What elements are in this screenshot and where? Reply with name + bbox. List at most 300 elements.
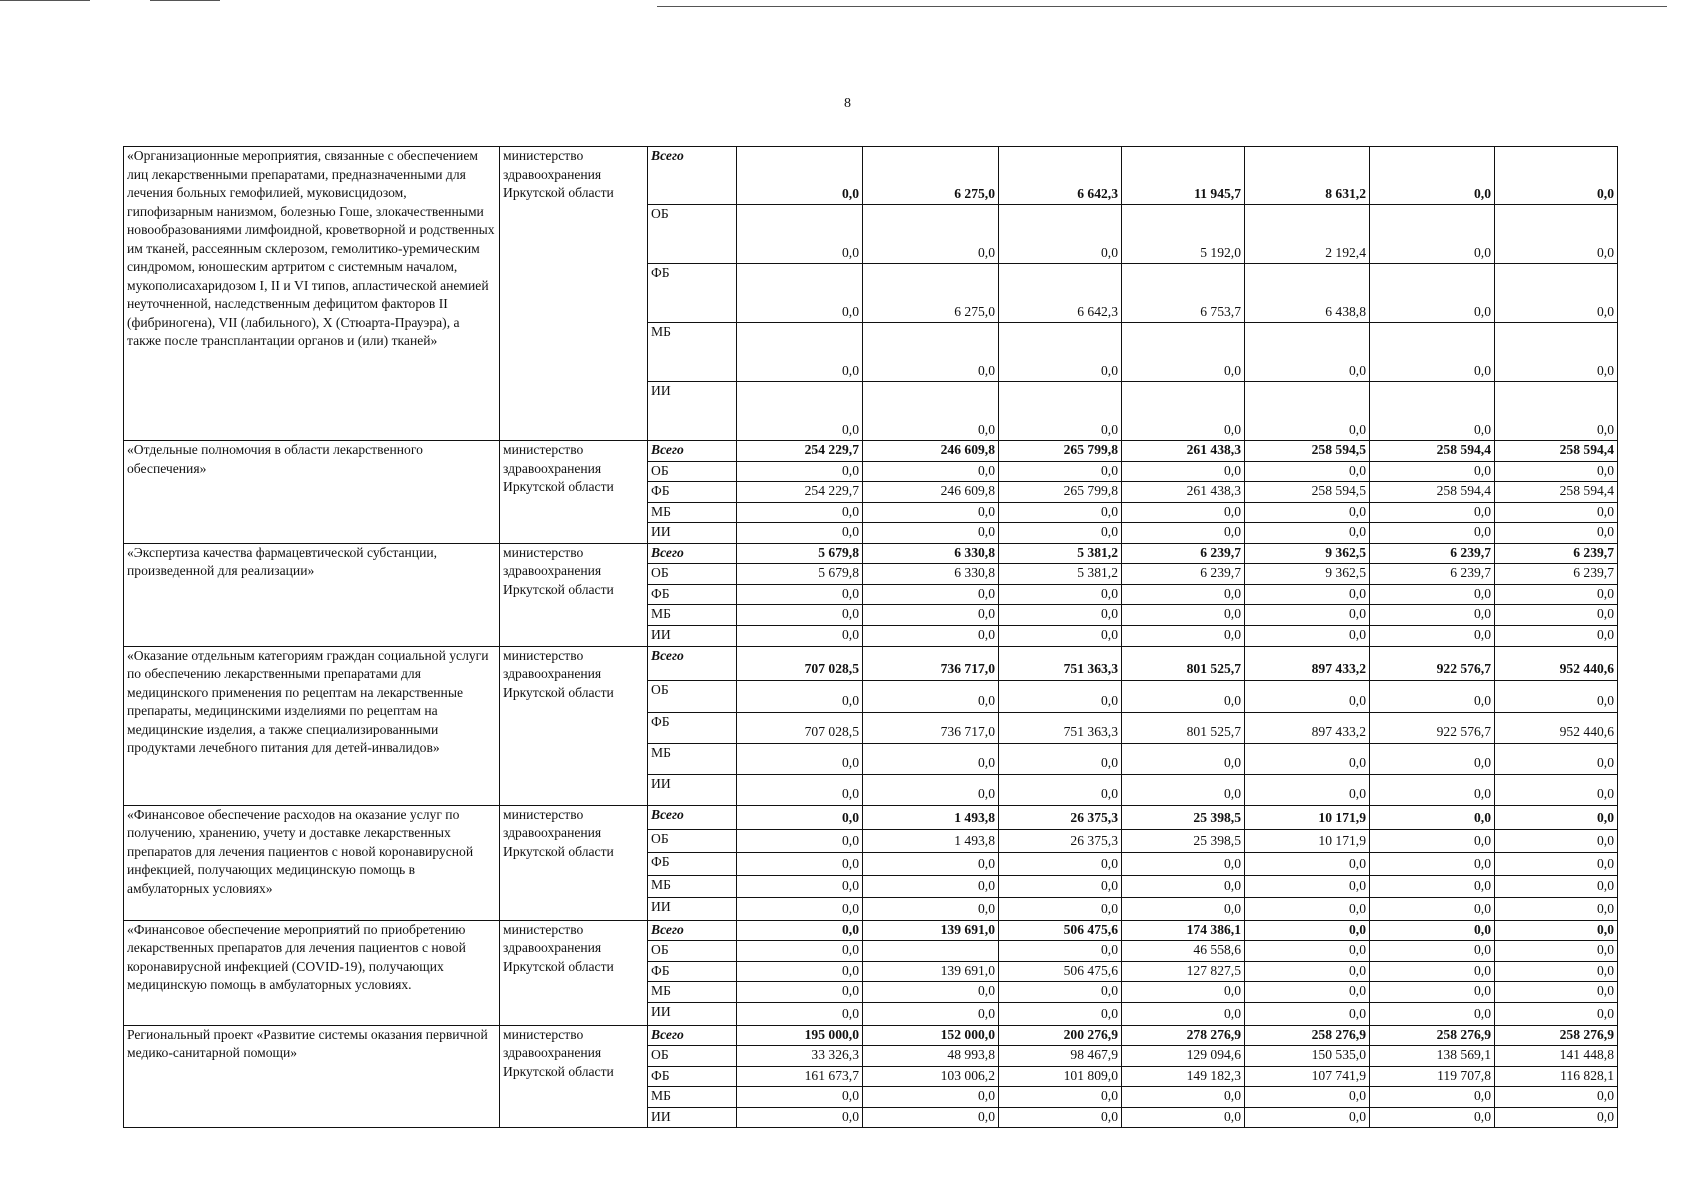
funding-source-cell: ФБ bbox=[648, 482, 737, 503]
year-value-cell: 258 594,4 bbox=[1495, 482, 1618, 503]
year-value-cell: 0,0 bbox=[863, 605, 999, 626]
year-value-cell: 0,0 bbox=[1495, 625, 1618, 646]
funding-source-cell: ФБ bbox=[648, 961, 737, 982]
year-value-cell: 0,0 bbox=[863, 205, 999, 264]
funding-source-cell: ФБ bbox=[648, 852, 737, 875]
year-value-cell: 254 229,7 bbox=[737, 441, 863, 462]
year-value-cell: 0,0 bbox=[1370, 829, 1495, 852]
year-value-cell: 736 717,0 bbox=[863, 712, 999, 743]
scan-artifact-line bbox=[0, 0, 90, 1]
year-value-cell: 6 239,7 bbox=[1122, 543, 1245, 564]
year-value-cell: 246 609,8 bbox=[863, 482, 999, 503]
year-value-cell: 152 000,0 bbox=[863, 1025, 999, 1046]
year-value-cell: 0,0 bbox=[999, 584, 1122, 605]
year-value-cell: 0,0 bbox=[737, 1002, 863, 1025]
measure-name-cell: Региональный проект «Развитие системы оказания первичной медико-санитарной помощи» bbox=[124, 1025, 500, 1128]
year-value-cell: 10 171,9 bbox=[1245, 805, 1370, 829]
year-value-cell: 0,0 bbox=[1495, 323, 1618, 382]
year-value-cell: 26 375,3 bbox=[999, 829, 1122, 852]
funding-source-cell: ОБ bbox=[648, 205, 737, 264]
year-value-cell: 0,0 bbox=[999, 897, 1122, 920]
year-value-cell: 897 433,2 bbox=[1245, 712, 1370, 743]
year-value-cell: 258 276,9 bbox=[1495, 1025, 1618, 1046]
year-value-cell: 6 239,7 bbox=[1370, 543, 1495, 564]
year-value-cell: 0,0 bbox=[1495, 680, 1618, 712]
year-value-cell: 25 398,5 bbox=[1122, 805, 1245, 829]
measure-name-cell: «Отдельные полномочия в области лекарственного обеспечения» bbox=[124, 441, 500, 544]
year-value-cell: 0,0 bbox=[1495, 1107, 1618, 1128]
year-value-cell: 0,0 bbox=[999, 605, 1122, 626]
year-value-cell: 0,0 bbox=[863, 1107, 999, 1128]
year-value-cell: 0,0 bbox=[999, 1107, 1122, 1128]
scan-artifact-line bbox=[657, 6, 1667, 7]
year-value-cell: 0,0 bbox=[737, 605, 863, 626]
funding-source-cell: ОБ bbox=[648, 829, 737, 852]
funding-source-cell: ОБ bbox=[648, 461, 737, 482]
year-value-cell: 6 438,8 bbox=[1245, 264, 1370, 323]
measure-name-cell: «Экспертиза качества фармацевтической субстанции, произведенной для реализации» bbox=[124, 543, 500, 646]
funding-source-cell: ОБ bbox=[648, 564, 737, 585]
year-value-cell: 0,0 bbox=[737, 461, 863, 482]
year-value-cell: 195 000,0 bbox=[737, 1025, 863, 1046]
year-value-cell: 0,0 bbox=[863, 774, 999, 805]
year-value-cell: 10 171,9 bbox=[1245, 829, 1370, 852]
year-value-cell: 11 945,7 bbox=[1122, 147, 1245, 205]
measure-name-cell: «Организационные мероприятия, связанные с обеспечением лиц лекарственными препаратами, предназначенными для лечения больных гемофилией, муковисцидозом, гипофизарным нанизмом, болезнью Гоше, злокачественными новообразованиями лимфоидной, кроветворной и родственных им тканей, рассеянным склерозом, гемолитико-уремическим синдромом, юношеским артритом с системным началом, мукополисахаридозом I, II и VI типов, апластической анемией неуточненной, наследственным дефицитом факторов II (фибриногена), VII (лабильного), X (Стюарта-Прауэра), а также после трансплантации органов и (или) тканей» bbox=[124, 147, 500, 441]
year-value-cell: 952 440,6 bbox=[1495, 712, 1618, 743]
year-value-cell: 46 558,6 bbox=[1122, 941, 1245, 962]
measure-name-cell: «Финансовое обеспечение расходов на оказание услуг по получению, хранению, учету и доставке лекарственных препаратов для лечения пациентов с новой коронавирусной инфекцией, получающих медицинскую помощь в амбулаторных условиях» bbox=[124, 805, 500, 920]
year-value-cell: 0,0 bbox=[1122, 461, 1245, 482]
year-value-cell: 161 673,7 bbox=[737, 1066, 863, 1087]
year-value-cell: 149 182,3 bbox=[1122, 1066, 1245, 1087]
year-value-cell: 0,0 bbox=[1370, 147, 1495, 205]
year-value-cell: 0,0 bbox=[1122, 625, 1245, 646]
year-value-cell: 0,0 bbox=[1245, 743, 1370, 774]
executor-cell: министерство здравоохранения Иркутской области bbox=[500, 646, 648, 805]
year-value-cell: 0,0 bbox=[1122, 584, 1245, 605]
year-value-cell: 0,0 bbox=[1245, 941, 1370, 962]
year-value-cell: 0,0 bbox=[737, 1107, 863, 1128]
year-value-cell: 0,0 bbox=[1370, 323, 1495, 382]
year-value-cell: 0,0 bbox=[999, 205, 1122, 264]
year-value-cell: 0,0 bbox=[1122, 774, 1245, 805]
year-value-cell: 6 753,7 bbox=[1122, 264, 1245, 323]
year-value-cell: 952 440,6 bbox=[1495, 646, 1618, 680]
year-value-cell: 0,0 bbox=[1495, 875, 1618, 897]
year-value-cell: 0,0 bbox=[863, 982, 999, 1003]
year-value-cell: 0,0 bbox=[1370, 382, 1495, 441]
funding-source-cell: МБ bbox=[648, 1087, 737, 1108]
year-value-cell: 0,0 bbox=[1495, 1002, 1618, 1025]
year-value-cell: 0,0 bbox=[1122, 605, 1245, 626]
year-value-cell: 0,0 bbox=[999, 875, 1122, 897]
measure-name-cell: «Оказание отдельным категориям граждан социальной услуги по обеспечению лекарственными препаратами для медицинского применения по рецептам на лекарственные препараты, медицинскими изделиями по рецептам на медицинские изделия, а также специализированными продуктами лечебного питания для детей-инвалидов» bbox=[124, 646, 500, 805]
year-value-cell: 0,0 bbox=[863, 625, 999, 646]
funding-source-cell: ИИ bbox=[648, 523, 737, 544]
funding-source-cell: МБ bbox=[648, 605, 737, 626]
year-value-cell: 0,0 bbox=[999, 323, 1122, 382]
year-value-cell: 2 192,4 bbox=[1245, 205, 1370, 264]
funding-source-cell: ОБ bbox=[648, 941, 737, 962]
year-value-cell: 0,0 bbox=[737, 941, 863, 962]
year-value-cell: 922 576,7 bbox=[1370, 712, 1495, 743]
year-value-cell: 0,0 bbox=[1122, 502, 1245, 523]
year-value-cell: 119 707,8 bbox=[1370, 1066, 1495, 1087]
year-value-cell: 0,0 bbox=[1370, 205, 1495, 264]
year-value-cell: 0,0 bbox=[737, 920, 863, 941]
year-value-cell: 0,0 bbox=[1122, 323, 1245, 382]
table-row bbox=[124, 920, 1618, 941]
year-value-cell: 6 239,7 bbox=[1495, 564, 1618, 585]
year-value-cell: 139 691,0 bbox=[863, 920, 999, 941]
year-value-cell: 0,0 bbox=[1122, 1107, 1245, 1128]
year-value-cell: 0,0 bbox=[1370, 875, 1495, 897]
year-value-cell: 0,0 bbox=[1495, 523, 1618, 544]
year-value-cell: 0,0 bbox=[1245, 920, 1370, 941]
year-value-cell: 0,0 bbox=[1495, 897, 1618, 920]
year-value-cell: 258 594,4 bbox=[1495, 441, 1618, 462]
year-value-cell: 0,0 bbox=[863, 523, 999, 544]
funding-source-cell: ИИ bbox=[648, 382, 737, 441]
year-value-cell: 0,0 bbox=[863, 382, 999, 441]
year-value-cell: 258 276,9 bbox=[1245, 1025, 1370, 1046]
year-value-cell: 0,0 bbox=[863, 1002, 999, 1025]
year-value-cell: 9 362,5 bbox=[1245, 564, 1370, 585]
funding-source-cell: ИИ bbox=[648, 774, 737, 805]
year-value-cell: 0,0 bbox=[1122, 743, 1245, 774]
year-value-cell: 0,0 bbox=[1122, 852, 1245, 875]
year-value-cell: 0,0 bbox=[1495, 829, 1618, 852]
year-value-cell: 0,0 bbox=[1495, 264, 1618, 323]
funding-source-cell: МБ bbox=[648, 502, 737, 523]
year-value-cell: 8 631,2 bbox=[1245, 147, 1370, 205]
year-value-cell: 0,0 bbox=[999, 523, 1122, 544]
year-value-cell: 0,0 bbox=[737, 625, 863, 646]
year-value-cell: 0,0 bbox=[1495, 805, 1618, 829]
year-value-cell: 0,0 bbox=[1370, 852, 1495, 875]
funding-source-cell: ОБ bbox=[648, 1046, 737, 1067]
year-value-cell: 258 594,5 bbox=[1245, 482, 1370, 503]
year-value-cell: 0,0 bbox=[863, 680, 999, 712]
year-value-cell: 0,0 bbox=[1370, 920, 1495, 941]
year-value-cell: 0,0 bbox=[1245, 774, 1370, 805]
year-value-cell: 0,0 bbox=[1122, 1087, 1245, 1108]
year-value-cell: 0,0 bbox=[1495, 920, 1618, 941]
year-value-cell: 707 028,5 bbox=[737, 646, 863, 680]
year-value-cell: 0,0 bbox=[1370, 461, 1495, 482]
year-value-cell: 0,0 bbox=[1495, 502, 1618, 523]
funding-source-cell: МБ bbox=[648, 323, 737, 382]
year-value-cell: 0,0 bbox=[1122, 523, 1245, 544]
executor-cell: министерство здравоохранения Иркутской области bbox=[500, 543, 648, 646]
year-value-cell: 0,0 bbox=[1370, 264, 1495, 323]
year-value-cell: 5 192,0 bbox=[1122, 205, 1245, 264]
year-value-cell: 0,0 bbox=[737, 382, 863, 441]
year-value-cell: 0,0 bbox=[737, 829, 863, 852]
year-value-cell: 6 275,0 bbox=[863, 147, 999, 205]
year-value-cell: 48 993,8 bbox=[863, 1046, 999, 1067]
funding-source-cell: ФБ bbox=[648, 264, 737, 323]
year-value-cell: 922 576,7 bbox=[1370, 646, 1495, 680]
year-value-cell: 101 809,0 bbox=[999, 1066, 1122, 1087]
year-value-cell: 0,0 bbox=[999, 625, 1122, 646]
year-value-cell: 25 398,5 bbox=[1122, 829, 1245, 852]
year-value-cell: 506 475,6 bbox=[999, 961, 1122, 982]
year-value-cell: 506 475,6 bbox=[999, 920, 1122, 941]
executor-cell: министерство здравоохранения Иркутской области bbox=[500, 805, 648, 920]
year-value-cell: 265 799,8 bbox=[999, 482, 1122, 503]
year-value-cell: 0,0 bbox=[1495, 382, 1618, 441]
year-value-cell: 897 433,2 bbox=[1245, 646, 1370, 680]
year-value-cell: 0,0 bbox=[1245, 461, 1370, 482]
funding-source-cell: ИИ bbox=[648, 1107, 737, 1128]
year-value-cell: 6 642,3 bbox=[999, 264, 1122, 323]
year-value-cell: 5 679,8 bbox=[737, 564, 863, 585]
year-value-cell: 0,0 bbox=[1495, 584, 1618, 605]
year-value-cell: 0,0 bbox=[737, 897, 863, 920]
year-value-cell: 0,0 bbox=[1245, 502, 1370, 523]
year-value-cell: 0,0 bbox=[1370, 961, 1495, 982]
funding-source-cell: ИИ bbox=[648, 897, 737, 920]
year-value-cell: 6 330,8 bbox=[863, 564, 999, 585]
year-value-cell: 0,0 bbox=[737, 264, 863, 323]
year-value-cell: 0,0 bbox=[1245, 852, 1370, 875]
year-value-cell: 0,0 bbox=[1370, 982, 1495, 1003]
year-value-cell: 0,0 bbox=[1245, 523, 1370, 544]
funding-source-cell: ФБ bbox=[648, 1066, 737, 1087]
scan-artifact-line bbox=[150, 0, 220, 1]
funding-source-cell: Всего bbox=[648, 543, 737, 564]
year-value-cell: 0,0 bbox=[1370, 502, 1495, 523]
year-value-cell: 0,0 bbox=[1370, 1107, 1495, 1128]
year-value-cell: 0,0 bbox=[737, 502, 863, 523]
table-row bbox=[124, 646, 1618, 680]
table-row bbox=[124, 543, 1618, 564]
table-row bbox=[124, 147, 1618, 205]
year-value-cell: 0,0 bbox=[1495, 461, 1618, 482]
year-value-cell: 0,0 bbox=[1495, 961, 1618, 982]
year-value-cell: 0,0 bbox=[863, 743, 999, 774]
year-value-cell: 0,0 bbox=[1370, 605, 1495, 626]
funding-source-cell: Всего bbox=[648, 441, 737, 462]
year-value-cell: 0,0 bbox=[863, 502, 999, 523]
year-value-cell: 0,0 bbox=[999, 774, 1122, 805]
year-value-cell: 751 363,3 bbox=[999, 646, 1122, 680]
year-value-cell: 0,0 bbox=[737, 743, 863, 774]
year-value-cell: 0,0 bbox=[863, 875, 999, 897]
year-value-cell: 0,0 bbox=[1370, 774, 1495, 805]
year-value-cell: 0,0 bbox=[1245, 1107, 1370, 1128]
executor-cell: министерство здравоохранения Иркутской области bbox=[500, 1025, 648, 1128]
year-value-cell: 0,0 bbox=[737, 1087, 863, 1108]
year-value-cell: 0,0 bbox=[1122, 680, 1245, 712]
year-value-cell: 0,0 bbox=[999, 680, 1122, 712]
year-value-cell: 801 525,7 bbox=[1122, 712, 1245, 743]
year-value-cell: 5 679,8 bbox=[737, 543, 863, 564]
year-value-cell: 0,0 bbox=[863, 461, 999, 482]
year-value-cell: 0,0 bbox=[737, 523, 863, 544]
funding-source-cell: МБ bbox=[648, 743, 737, 774]
year-value-cell: 0,0 bbox=[737, 147, 863, 205]
table-row bbox=[124, 1025, 1618, 1046]
year-value-cell: 0,0 bbox=[999, 1002, 1122, 1025]
year-value-cell: 0,0 bbox=[1370, 584, 1495, 605]
year-value-cell: 9 362,5 bbox=[1245, 543, 1370, 564]
year-value-cell: 0,0 bbox=[737, 852, 863, 875]
year-value-cell: 0,0 bbox=[737, 805, 863, 829]
year-value-cell: 0,0 bbox=[1245, 961, 1370, 982]
year-value-cell: 0,0 bbox=[737, 584, 863, 605]
year-value-cell: 258 594,4 bbox=[1370, 482, 1495, 503]
year-value-cell: 258 594,5 bbox=[1245, 441, 1370, 462]
year-value-cell: 736 717,0 bbox=[863, 646, 999, 680]
year-value-cell: 0,0 bbox=[1370, 680, 1495, 712]
year-value-cell: 0,0 bbox=[863, 584, 999, 605]
year-value-cell: 751 363,3 bbox=[999, 712, 1122, 743]
year-value-cell: 0,0 bbox=[1495, 743, 1618, 774]
year-value-cell: 0,0 bbox=[1495, 982, 1618, 1003]
year-value-cell: 127 827,5 bbox=[1122, 961, 1245, 982]
year-value-cell: 0,0 bbox=[737, 961, 863, 982]
funding-source-cell: ОБ bbox=[648, 680, 737, 712]
year-value-cell: 98 467,9 bbox=[999, 1046, 1122, 1067]
year-value-cell: 278 276,9 bbox=[1122, 1025, 1245, 1046]
year-value-cell: 0,0 bbox=[1370, 805, 1495, 829]
year-value-cell: 200 276,9 bbox=[999, 1025, 1122, 1046]
year-value-cell: 0,0 bbox=[1370, 941, 1495, 962]
year-value-cell: 0,0 bbox=[1245, 382, 1370, 441]
year-value-cell: 0,0 bbox=[1495, 1087, 1618, 1108]
funding-source-cell: ИИ bbox=[648, 625, 737, 646]
year-value-cell: 116 828,1 bbox=[1495, 1066, 1618, 1087]
year-value-cell: 0,0 bbox=[1495, 605, 1618, 626]
year-value-cell: 0,0 bbox=[1495, 147, 1618, 205]
funding-source-cell: МБ bbox=[648, 982, 737, 1003]
funding-source-cell: Всего bbox=[648, 646, 737, 680]
year-value-cell: 141 448,8 bbox=[1495, 1046, 1618, 1067]
year-value-cell: 0,0 bbox=[737, 982, 863, 1003]
year-value-cell: 0,0 bbox=[1495, 205, 1618, 264]
year-value-cell: 0,0 bbox=[999, 852, 1122, 875]
year-value-cell: 0,0 bbox=[999, 982, 1122, 1003]
year-value-cell: 6 642,3 bbox=[999, 147, 1122, 205]
year-value-cell: 0,0 bbox=[999, 941, 1122, 962]
year-value-cell: 0,0 bbox=[1245, 625, 1370, 646]
year-value-cell: 0,0 bbox=[863, 897, 999, 920]
year-value-cell: 0,0 bbox=[1245, 680, 1370, 712]
year-value-cell: 0,0 bbox=[1245, 1087, 1370, 1108]
year-value-cell: 0,0 bbox=[863, 852, 999, 875]
year-value-cell: 0,0 bbox=[1495, 774, 1618, 805]
year-value-cell: 0,0 bbox=[1370, 897, 1495, 920]
executor-cell: министерство здравоохранения Иркутской области bbox=[500, 441, 648, 544]
year-value-cell: 261 438,3 bbox=[1122, 441, 1245, 462]
measure-name-cell: «Финансовое обеспечение мероприятий по приобретению лекарственных препаратов для лечения пациентов с новой коронавирусной инфекцией (COVID-19), получающих медицинскую помощь в амбулаторных условиях. bbox=[124, 920, 500, 1025]
funding-source-cell: ФБ bbox=[648, 584, 737, 605]
funding-source-cell: Всего bbox=[648, 805, 737, 829]
year-value-cell: 0,0 bbox=[999, 1087, 1122, 1108]
year-value-cell: 6 330,8 bbox=[863, 543, 999, 564]
year-value-cell: 138 569,1 bbox=[1370, 1046, 1495, 1067]
year-value-cell: 0,0 bbox=[1370, 625, 1495, 646]
year-value-cell: 139 691,0 bbox=[863, 961, 999, 982]
year-value-cell: 0,0 bbox=[1245, 875, 1370, 897]
year-value-cell: 0,0 bbox=[1122, 875, 1245, 897]
year-value-cell: 258 276,9 bbox=[1370, 1025, 1495, 1046]
year-value-cell bbox=[863, 941, 999, 962]
year-value-cell: 5 381,2 bbox=[999, 564, 1122, 585]
year-value-cell: 0,0 bbox=[1122, 1002, 1245, 1025]
year-value-cell: 0,0 bbox=[1122, 897, 1245, 920]
year-value-cell: 0,0 bbox=[737, 205, 863, 264]
year-value-cell: 258 594,4 bbox=[1370, 441, 1495, 462]
year-value-cell: 0,0 bbox=[863, 1087, 999, 1108]
year-value-cell: 0,0 bbox=[1122, 982, 1245, 1003]
year-value-cell: 0,0 bbox=[1370, 1087, 1495, 1108]
year-value-cell: 265 799,8 bbox=[999, 441, 1122, 462]
year-value-cell: 0,0 bbox=[1122, 382, 1245, 441]
year-value-cell: 0,0 bbox=[999, 743, 1122, 774]
year-value-cell: 1 493,8 bbox=[863, 829, 999, 852]
year-value-cell: 6 275,0 bbox=[863, 264, 999, 323]
year-value-cell: 0,0 bbox=[1245, 897, 1370, 920]
year-value-cell: 6 239,7 bbox=[1370, 564, 1495, 585]
funding-source-cell: Всего bbox=[648, 1025, 737, 1046]
year-value-cell: 0,0 bbox=[1495, 852, 1618, 875]
funding-source-cell: ИИ bbox=[648, 1002, 737, 1025]
year-value-cell: 0,0 bbox=[737, 323, 863, 382]
executor-cell: министерство здравоохранения Иркутской области bbox=[500, 920, 648, 1025]
year-value-cell: 0,0 bbox=[1495, 941, 1618, 962]
year-value-cell: 0,0 bbox=[1370, 743, 1495, 774]
year-value-cell: 0,0 bbox=[737, 774, 863, 805]
year-value-cell: 0,0 bbox=[1370, 1002, 1495, 1025]
year-value-cell: 707 028,5 bbox=[737, 712, 863, 743]
year-value-cell: 0,0 bbox=[1245, 982, 1370, 1003]
year-value-cell: 261 438,3 bbox=[1122, 482, 1245, 503]
year-value-cell: 0,0 bbox=[999, 382, 1122, 441]
year-value-cell: 26 375,3 bbox=[999, 805, 1122, 829]
year-value-cell: 6 239,7 bbox=[1122, 564, 1245, 585]
table-row bbox=[124, 805, 1618, 829]
budget-table bbox=[123, 146, 1618, 1128]
year-value-cell: 0,0 bbox=[737, 680, 863, 712]
funding-source-cell: МБ bbox=[648, 875, 737, 897]
page-number: 8 bbox=[844, 96, 851, 111]
year-value-cell: 0,0 bbox=[863, 323, 999, 382]
year-value-cell: 0,0 bbox=[1245, 1002, 1370, 1025]
year-value-cell: 107 741,9 bbox=[1245, 1066, 1370, 1087]
year-value-cell: 33 326,3 bbox=[737, 1046, 863, 1067]
year-value-cell: 0,0 bbox=[999, 502, 1122, 523]
year-value-cell: 0,0 bbox=[1370, 523, 1495, 544]
year-value-cell: 1 493,8 bbox=[863, 805, 999, 829]
year-value-cell: 129 094,6 bbox=[1122, 1046, 1245, 1067]
year-value-cell: 0,0 bbox=[1245, 584, 1370, 605]
year-value-cell: 6 239,7 bbox=[1495, 543, 1618, 564]
year-value-cell: 0,0 bbox=[999, 461, 1122, 482]
funding-source-cell: ФБ bbox=[648, 712, 737, 743]
year-value-cell: 0,0 bbox=[1245, 605, 1370, 626]
year-value-cell: 0,0 bbox=[1245, 323, 1370, 382]
table-row bbox=[124, 441, 1618, 462]
year-value-cell: 246 609,8 bbox=[863, 441, 999, 462]
year-value-cell: 174 386,1 bbox=[1122, 920, 1245, 941]
year-value-cell: 103 006,2 bbox=[863, 1066, 999, 1087]
year-value-cell: 801 525,7 bbox=[1122, 646, 1245, 680]
funding-source-cell: Всего bbox=[648, 147, 737, 205]
